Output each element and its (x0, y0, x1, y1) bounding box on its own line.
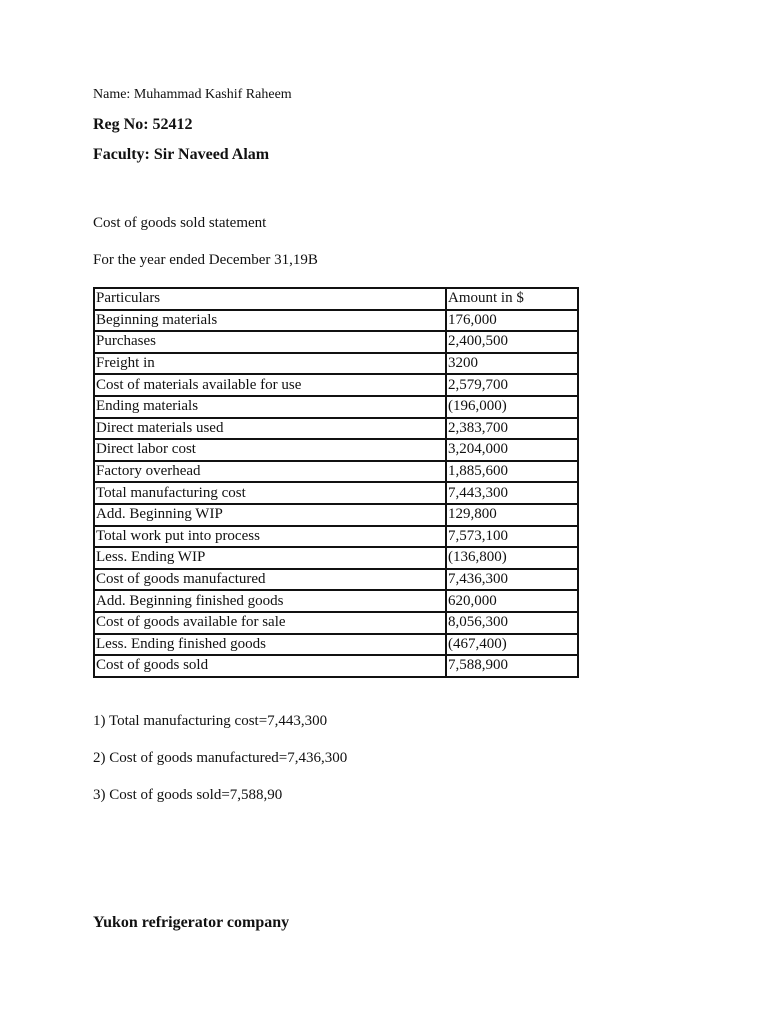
row-amount: (196,000) (446, 396, 578, 418)
row-particular: Total work put into process (94, 526, 446, 548)
row-amount: 620,000 (446, 590, 578, 612)
cost-of-goods-sold-table (93, 287, 579, 678)
row-particular: Add. Beginning WIP (94, 504, 446, 526)
row-amount: 8,056,300 (446, 612, 578, 634)
row-amount: 7,573,100 (446, 526, 578, 548)
table-row (94, 374, 578, 396)
table-row (94, 331, 578, 353)
table-row (94, 353, 578, 375)
row-particular: Less. Ending finished goods (94, 634, 446, 656)
table-row (94, 590, 578, 612)
row-particular: Direct labor cost (94, 439, 446, 461)
row-particular: Cost of goods sold (94, 655, 446, 677)
row-amount: 2,579,700 (446, 374, 578, 396)
statement-period: For the year ended December 31,19B (93, 252, 318, 268)
table-row (94, 526, 578, 548)
company-heading: Yukon refrigerator company (93, 914, 290, 931)
row-amount: (467,400) (446, 634, 578, 656)
table-row (94, 461, 578, 483)
table-row (94, 634, 578, 656)
row-particular: Total manufacturing cost (94, 482, 446, 504)
row-amount: 2,400,500 (446, 331, 578, 353)
note-cost-of-goods-sold: 3) Cost of goods sold=7,588,90 (93, 787, 283, 803)
row-amount: 3200 (446, 353, 578, 375)
statement-title: Cost of goods sold statement (93, 215, 267, 231)
table-row (94, 396, 578, 418)
row-amount: 176,000 (446, 310, 578, 332)
row-particular: Direct materials used (94, 418, 446, 440)
table-row (94, 418, 578, 440)
header-amount: Amount in $ (446, 288, 578, 310)
table-row (94, 482, 578, 504)
row-particular: Cost of materials available for use (94, 374, 446, 396)
table-row (94, 655, 578, 677)
row-amount: 1,885,600 (446, 461, 578, 483)
header-particulars: Particulars (94, 288, 446, 310)
row-amount: (136,800) (446, 547, 578, 569)
table-row (94, 569, 578, 591)
row-amount: 129,800 (446, 504, 578, 526)
row-amount: 3,204,000 (446, 439, 578, 461)
faculty-name: Faculty: Sir Naveed Alam (93, 146, 270, 163)
row-amount: 2,383,700 (446, 418, 578, 440)
table-row (94, 504, 578, 526)
table-row (94, 310, 578, 332)
table-row (94, 612, 578, 634)
row-particular: Factory overhead (94, 461, 446, 483)
row-particular: Ending materials (94, 396, 446, 418)
note-cost-of-goods-manufactured: 2) Cost of goods manufactured=7,436,300 (93, 750, 348, 766)
table-header-row (94, 288, 578, 310)
row-particular: Beginning materials (94, 310, 446, 332)
row-particular: Add. Beginning finished goods (94, 590, 446, 612)
note-total-manufacturing-cost: 1) Total manufacturing cost=7,443,300 (93, 713, 328, 729)
table-row (94, 439, 578, 461)
row-amount: 7,443,300 (446, 482, 578, 504)
row-particular: Freight in (94, 353, 446, 375)
row-particular: Cost of goods available for sale (94, 612, 446, 634)
row-amount: 7,588,900 (446, 655, 578, 677)
registration-number: Reg No: 52412 (93, 116, 193, 133)
row-particular: Purchases (94, 331, 446, 353)
table-row (94, 547, 578, 569)
row-particular: Less. Ending WIP (94, 547, 446, 569)
row-amount: 7,436,300 (446, 569, 578, 591)
row-particular: Cost of goods manufactured (94, 569, 446, 591)
cost-of-goods-sold-table-container (93, 287, 579, 678)
student-name: Name: Muhammad Kashif Raheem (93, 87, 292, 102)
